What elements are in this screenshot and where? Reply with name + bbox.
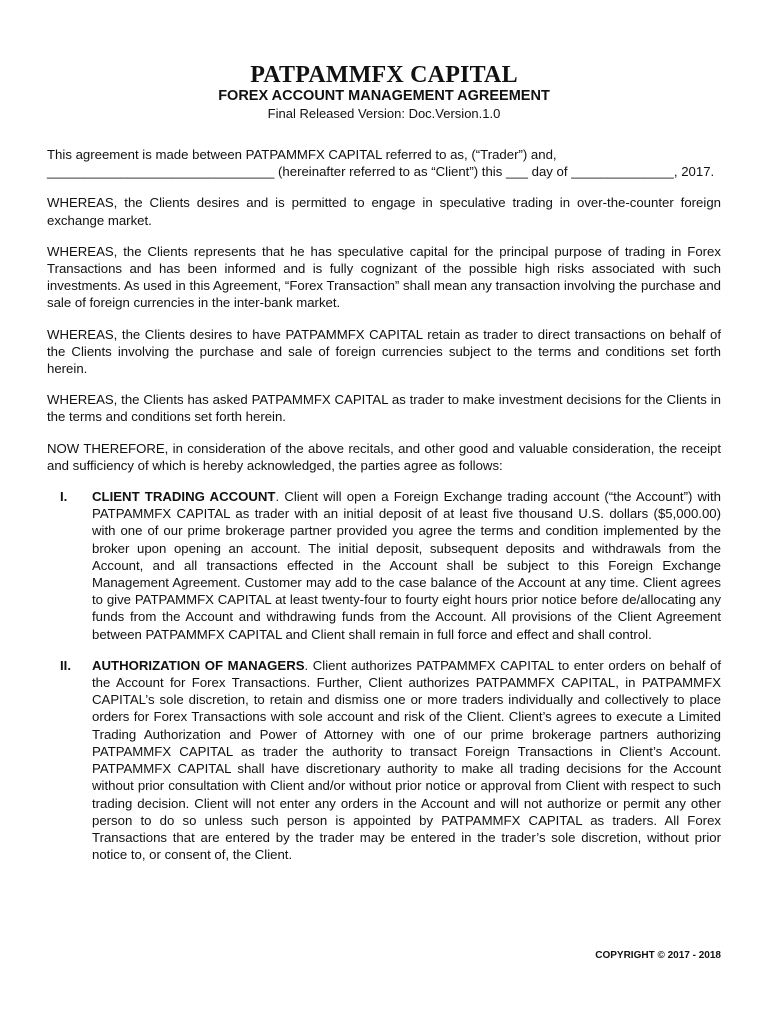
document-subtitle: FOREX ACCOUNT MANAGEMENT AGREEMENT [218,88,550,104]
section-number: II. [60,657,71,673]
section-authorization-of-managers [47,657,721,863]
intro-line-1: This agreement is made between PATPAMMFX CAPITAL referred to as, (“Trader”) and, [47,147,557,162]
section-heading: AUTHORIZATION OF MANAGERS [92,657,305,673]
whereas-paragraph-1: WHEREAS, the Clients desires and is permitted to engage in speculative trading in over-the-counter foreign exchange market. [47,195,721,228]
section-number: I. [60,489,68,505]
document-title: PATPAMMFX CAPITAL [250,62,518,88]
version-line: Final Released Version: Doc.Version.1.0 [267,106,501,121]
intro-paragraph [47,146,721,180]
whereas-paragraph-4: WHEREAS, the Clients has asked PATPAMMFX CAPITAL as trader to make investment decisions for the Clients in the terms and conditions set forth herein. [47,392,721,425]
agreement-body [47,146,721,877]
whereas-paragraph-2: WHEREAS, the Clients represents that he has speculative capital for the principal purpose of trading in Forex Transactions and has been informed and is fully cognizant of the possible high risks associated with such investments. As used in this Agreement, “Forex Transaction” shall mean any transaction involving the purchase and sale of foreign currencies in the inter-bank market. [47,243,721,311]
section-heading: CLIENT TRADING ACCOUNT [92,489,276,505]
section-text: . Client will open a Foreign Exchange trading account (“the Account”) with PATPAMMFX CAPITAL as trader with an initial deposit of at least five thousand U.S. dollars ($5,000.00) with one of our prime brokerage partner provided you agree the terms and condition implemented by the broker upon opening an account. The initial deposit, subsequent deposits and withdrawals from the Account, and all transactions effected in the Account shall be subject to this Foreign Exchange Management Agreement. Customer may add to the case balance of the Account at any time. Client agrees to give PATPAMMFX CAPITAL at least twenty-four to fourty eight hours prior notice before de/allocating any funds from the Account and withdrawing funds from the Account. All provisions of the Client Agreement between PATPAMMFX CAPITAL and Client shall remain in full force and effect and shall control. [92,489,721,642]
whereas-paragraph-3: WHEREAS, the Clients desires to have PATPAMMFX CAPITAL retain as trader to direct transactions on behalf of the Clients involving the purchase and sale of foreign currencies subject to the terms and conditions set forth herein. [47,326,721,377]
now-therefore-paragraph: NOW THEREFORE, in consideration of the above recitals, and other good and valuable consideration, the receipt and sufficiency of which is hereby acknowledged, the parties agree as follows: [47,440,721,473]
copyright-footer: COPYRIGHT © 2017 - 2018 [595,950,721,961]
intro-line-2: _______________________________ (hereinafter referred to as “Client”) this ___ day of ______________, 2017. [47,164,715,180]
section-client-trading-account [47,488,721,643]
section-text: . Client authorizes PATPAMMFX CAPITAL to enter orders on behalf of the Account for Forex Transactions. Further, Client authorizes PATPAMMFX CAPITAL, in PATPAMMFX CAPITAL’s sole discretion, to retain and dismiss one or more traders individually and collectively to place orders for Forex Transactions with sole account and risk of the Client. Client’s agrees to execute a Limited Trading Authorization and Power of Attorney with one of our prime brokerage partners authorizing PATPAMMFX CAPITAL as trader the authority to transact Foreign Transactions in Client’s Account. PATPAMMFX CAPITAL shall have discretionary authority to make all trading decisions for the Account without prior consultation with Client and/or without prior notice or approval from Client with respect to such trading decision. Client will not enter any orders in the Account and will not authorize or permit any other person to do so unless such person is appointed by PATPAMMFX CAPITAL as traders. All Forex Transactions that are entered by the trader may be entered in the trader’s sole discretion, without prior notice to, or consent of, the Client. [92,657,721,863]
